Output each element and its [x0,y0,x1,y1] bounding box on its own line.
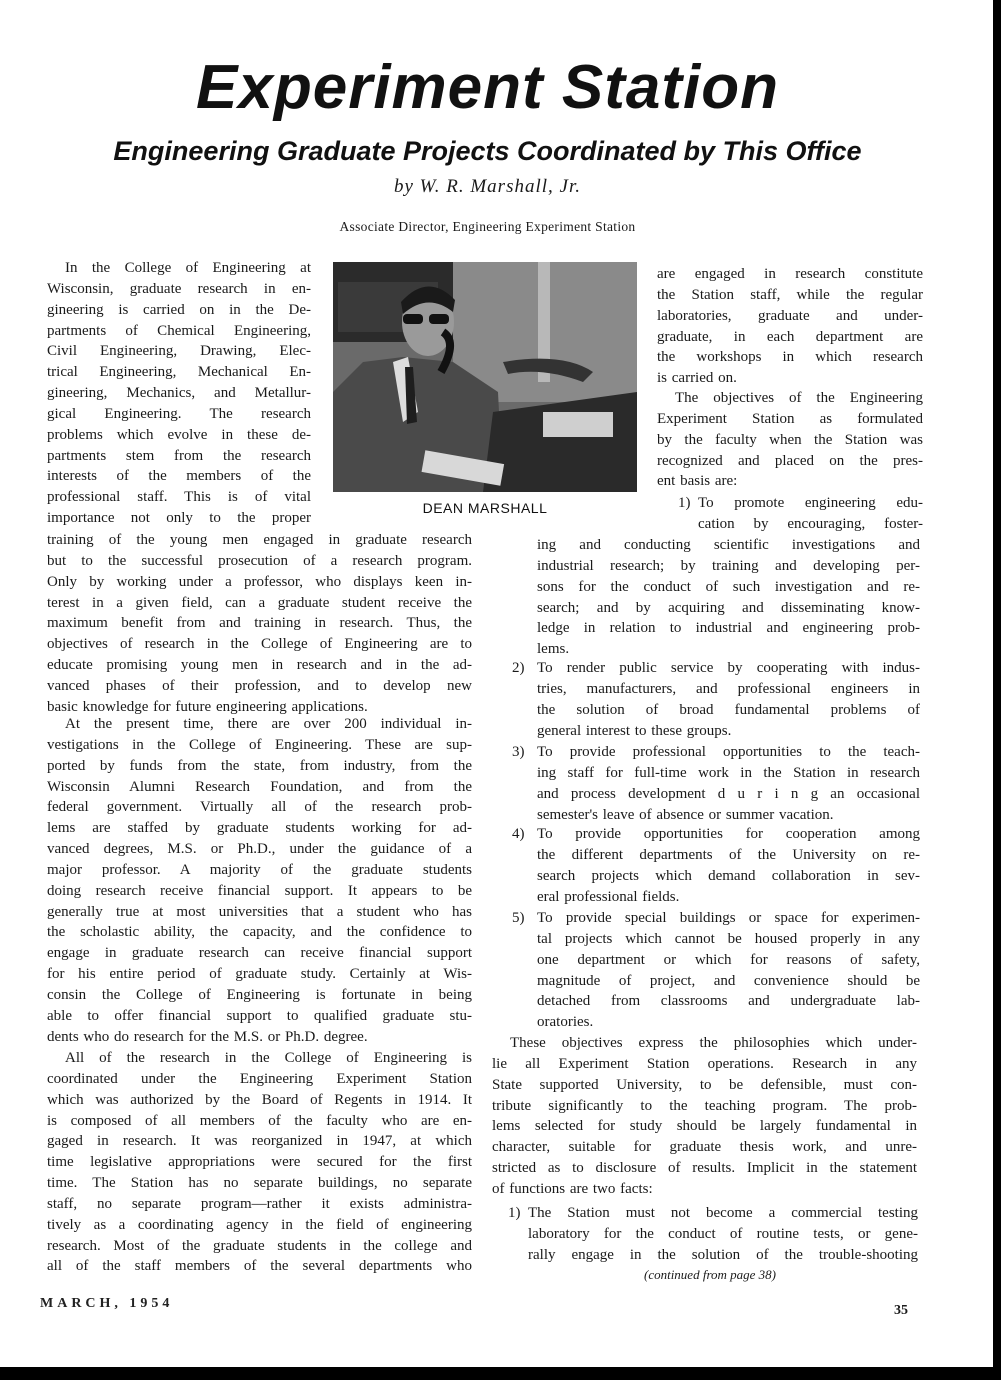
text-line: gaged in research. It was reorganized in 1947, at which [47,1133,472,1150]
text-line: To provide professional opportunities to the teach- [537,744,920,760]
text-line: interests of the members of the [47,468,311,485]
text-line: State supported University, to be defensible, must con- [492,1076,917,1093]
objective-1-top [698,493,923,535]
text-line: tively as a coordinating agency in the field of engineering [47,1216,472,1233]
text-line: laboratories, graduate and under- [657,307,923,324]
photo-caption: DEAN MARSHALL [422,500,548,516]
text-line: To provide opportunities for cooperation among [537,826,920,842]
paragraph-philosophies [492,1033,917,1200]
objective-number: 2) [512,660,525,676]
text-line: gineering, Mechanics, and Metallur- [47,385,311,402]
article-subtitle: Engineering Graduate Projects Coordinated by This Office [113,136,862,166]
text-line: and process development d u r i n g an occasional [537,785,920,802]
text-line: tries, manufacturers, and professional engineers in [537,680,920,697]
text-line: which was authorized by the Board of Regents in 1914. It [47,1091,472,1108]
text-line: the scholastic ability, the capacity, and the confidence to [47,924,472,941]
scan-border-right [993,0,1001,1380]
paragraph-objectives-intro [657,388,923,492]
text-line: recognized and placed on the pres- [657,452,923,469]
text-line: vestigations in the College of Engineering. These are sup- [47,736,472,753]
text-line: tribute significantly to the teaching program. The prob- [492,1097,917,1114]
text-line: Wisconsin, graduate research in en- [47,280,311,297]
text-line: the solution of broad fundamental problems of [537,701,920,718]
fact-number: 1) [508,1205,521,1221]
text-line: lie all Experiment Station operations. Research in any [492,1055,917,1072]
text-line: one department or which for reasons of safety, [537,951,920,968]
text-line: lems are staffed by graduate students working for ad- [47,820,472,837]
text-line: gical Engineering. The research [47,405,311,422]
text-line: terest in a given field, can a graduate student receive the [47,594,472,611]
portrait-photo [333,262,637,492]
objective-5 [537,908,920,1033]
text-line: doing research receive financial support. It appears to be [47,882,472,899]
text-line: graduate, in each department are [657,328,923,345]
text-line: tal projects which cannot be housed properly in any [537,930,920,947]
objective-number: 3) [512,744,525,760]
text-line: importance not only to the proper [47,510,311,527]
text-line: stricted as to disclosure of results. Implicit in the statement [492,1160,917,1177]
text-line: but to the successful prosecution of a research program. [47,552,472,569]
text-line: At the present time, there are over 200 individual in- [65,716,472,732]
text-line: eral professional fields. [537,888,680,905]
text-line: lems selected for study should be largely fundamental in [492,1118,917,1135]
text-line: oratories. [537,1014,594,1031]
text-line: search; and by acquiring and disseminating know- [537,599,920,616]
objective-4 [537,824,920,907]
scan-border-bottom [0,1367,1001,1380]
text-line: all of the staff members of the several departments who [47,1258,472,1275]
text-line: of functions are two facts: [492,1180,653,1197]
text-line: industrial research; by training and developing per- [537,557,920,574]
author-affiliation: Associate Director, Engineering Experiment Station [339,219,636,234]
text-line: the workshops in which research [657,349,923,366]
text-line: search projects which demand collaboration in sev- [537,867,920,884]
text-line: engage in graduate research can receive financial support [47,945,472,962]
text-line: maximum benefit from and training in research. Thus, the [47,615,472,632]
text-line: ent basis are: [657,473,738,490]
text-line: vanced degrees, M.S. or Ph.D., under the guidance of a [47,841,472,858]
text-line: for his entire period of graduate study. Certainly at Wis- [47,966,472,983]
paragraph-present-time [47,714,472,1048]
page-number: 35 [894,1303,908,1318]
text-line: rally engage in the solution of the trouble-shooting [528,1246,918,1263]
objective-1-rest [537,535,920,660]
text-line: problems which evolve in these de- [47,426,311,443]
text-line: ing staff for full-time work in the Station in research [537,764,920,781]
text-line: research. Most of the graduate students in the college and [47,1237,472,1254]
text-line: Wisconsin Alumni Research Foundation, and from the [47,778,472,795]
text-line: semester's leave of absence or summer vacation. [537,806,834,823]
text-line: ledge in relation to industrial and engineering prob- [537,620,920,637]
text-line: To provide special buildings or space for experimen- [537,910,920,926]
text-line: ing and conducting scientific investigations and [537,537,920,553]
paragraph-intro-narrow [47,258,311,529]
text-line: objectives of research in the College of Engineering are to [47,636,472,653]
text-line: consin the College of Engineering is fortunate in being [47,986,472,1003]
text-line: trical Engineering, Mechanical En- [47,364,311,381]
text-line: sons for the conduct of such investigation and re- [537,578,920,595]
text-line: detached from classrooms and undergraduate lab- [537,993,920,1010]
text-line: lems. [537,641,570,658]
objective-3 [537,742,920,825]
paragraph-coordination [47,1048,472,1277]
issue-date: MARCH, 1954 [40,1296,174,1311]
text-line: These objectives express the philosophies which under- [510,1035,917,1051]
text-line: To promote engineering edu- [698,495,923,511]
text-line: the different departments of the University on re- [537,846,920,863]
paragraph-coordination-cont [657,264,923,389]
text-line: is composed of all members of the faculty who are en- [47,1112,472,1129]
text-line: educate promising young men in research and in the ad- [47,657,472,674]
text-line: partments stem from the research [47,447,311,464]
text-line: laboratory for the conduct of routine tests, or gene- [528,1225,918,1242]
text-line: staff, no separate program—rather it exists administra- [47,1195,472,1212]
objective-number: 5) [512,910,525,926]
text-line: training of the young men engaged in graduate research [47,532,472,548]
text-line: magnitude of project, and convenience should be [537,972,920,989]
text-line: To render public service by cooperating with indus- [537,660,920,676]
text-line: federal government. Virtually all of the research prob- [47,799,472,816]
text-line: gineering is carried on in the De- [47,301,311,318]
objective-number: 1) [678,495,691,511]
text-line: dents who do research for the M.S. or Ph.D. degree. [47,1028,368,1045]
text-line: time. The Station has no separate buildings, no separate [47,1175,472,1192]
text-line: are engaged in research constitute [657,266,923,282]
text-line: Civil Engineering, Drawing, Elec- [47,343,311,360]
text-line: In the College of Engineering at [65,260,311,276]
text-line: general interest to these groups. [537,722,732,739]
paragraph-intro-wide [47,530,472,718]
text-line: Experiment Station as formulated [657,410,923,427]
text-line: The Station must not become a commercial testing [528,1205,918,1221]
text-line: professional staff. This is of vital [47,489,311,506]
portrait-photo-icon [333,262,637,492]
objective-2 [537,658,920,741]
text-line: generally true at most universities that a student who has [47,903,472,920]
text-line: major professor. A majority of the graduate students [47,861,472,878]
text-line: is carried on. [657,370,737,387]
continued-note: (continued from page 38) [643,1267,777,1282]
objective-number: 4) [512,826,525,842]
text-line: cation by encouraging, foster- [698,515,923,532]
text-line: able to offer financial support to qualified graduate stu- [47,1007,472,1024]
text-line: The objectives of the Engineering [675,390,923,406]
text-line: All of the research in the College of Engineering is [65,1050,472,1066]
byline: by W. R. Marshall, Jr. [393,176,582,197]
text-line: time legislative appropriations were secured for the first [47,1154,472,1171]
text-line: the Station staff, while the regular [657,286,923,303]
article-title: Experiment Station [196,53,779,122]
text-line: character, suitable for graduate thesis work, and unre- [492,1139,917,1156]
text-line: partments of Chemical Engineering, [47,322,311,339]
text-line: vanced phases of their profession, and to develop new [47,677,472,694]
text-line: ported by funds from the state, from industry, from the [47,757,472,774]
text-line: by the faculty when the Station was [657,431,923,448]
text-line: coordinated under the Engineering Experiment Station [47,1070,472,1087]
text-line: Only by working under a professor, who displays keen in- [47,573,472,590]
fact-1 [528,1203,918,1266]
text-line: basic knowledge for future engineering applications. [47,698,368,715]
